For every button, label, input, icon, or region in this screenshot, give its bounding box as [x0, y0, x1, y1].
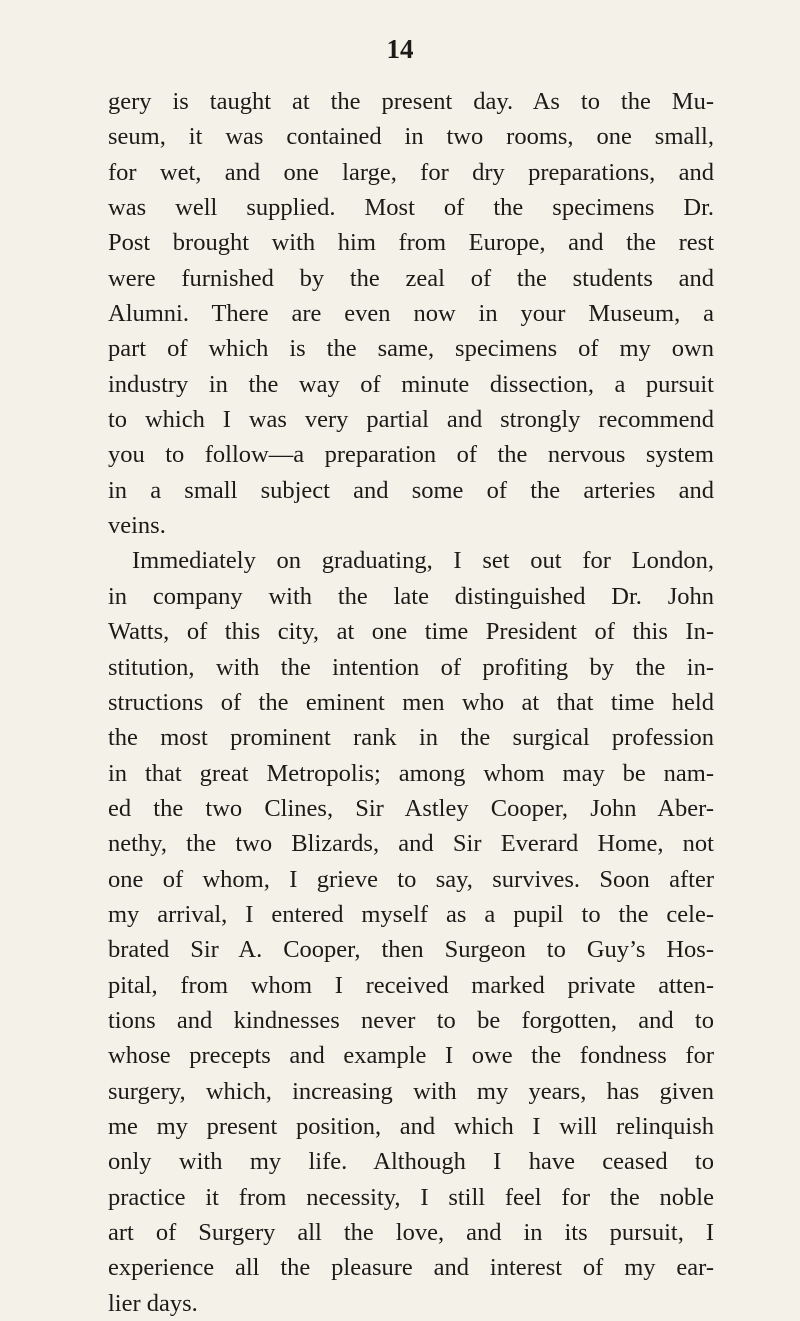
text-line: Immediately on graduating, I set out for London, — [132, 547, 714, 575]
page-number: 14 — [386, 34, 414, 64]
text-line: for wet, and one large, for dry preparations, and — [108, 158, 714, 186]
text-line: you to follow—a preparation of the nervous system — [108, 441, 714, 469]
text-line: veins. — [108, 512, 166, 540]
text-line: experience all the pleasure and interest of my ear- — [108, 1254, 714, 1282]
text-line: art of Surgery all the love, and in its pursuit, I — [108, 1219, 714, 1246]
text-line: the most prominent rank in the surgical profession — [108, 724, 714, 752]
text-line: stitution, with the intention of profiting by the in- — [108, 653, 714, 681]
body-text — [108, 84, 714, 1321]
text-line: practice it from necessity, I still feel for the noble — [108, 1183, 714, 1211]
text-line: me my present position, and which I will relinquish — [108, 1112, 714, 1140]
text-line: brated Sir A. Cooper, then Surgeon to Guy’s Hos- — [108, 936, 714, 964]
text-line: tions and kindnesses never to be forgotten, and to — [108, 1006, 714, 1034]
text-line: industry in the way of minute dissection, a pursuit — [108, 370, 714, 398]
text-line: only with my life. Although I have ceased to — [108, 1148, 714, 1176]
text-line: one of whom, I grieve to say, survives. Soon after — [108, 865, 714, 893]
text-line: lier days. — [108, 1289, 198, 1317]
text-line: to which I was very partial and strongly recommend — [108, 406, 714, 434]
text-line: structions of the eminent men who at that time held — [108, 688, 714, 716]
text-line: in company with the late distinguished Dr. John — [108, 582, 714, 610]
text-line: Alumni. There are even now in your Museum, a — [108, 300, 714, 328]
text-line: nethy, the two Blizards, and Sir Everard Home, not — [108, 830, 714, 858]
text-line: ed the two Clines, Sir Astley Cooper, John Aber- — [108, 794, 714, 822]
text-line: in a small subject and some of the arteries and — [108, 476, 714, 504]
text-line: was well supplied. Most of the specimens Dr. — [108, 194, 714, 222]
text-line: whose precepts and example I owe the fondness for — [108, 1042, 714, 1070]
text-line: gery is taught at the present day. As to the Mu- — [108, 88, 714, 115]
text-line: Watts, of this city, at one time President of this In- — [108, 618, 714, 646]
text-line: Post brought with him from Europe, and the rest — [108, 229, 714, 257]
text-line: seum, it was contained in two rooms, one small, — [108, 123, 714, 151]
text-line: in that great Metropolis; among whom may be nam- — [108, 759, 714, 787]
text-line: pital, from whom I received marked private atten- — [108, 971, 714, 999]
text-line: my arrival, I entered myself as a pupil to the cele- — [108, 900, 714, 928]
text-line: surgery, which, increasing with my years, has given — [108, 1077, 714, 1105]
text-line: part of which is the same, specimens of my own — [108, 335, 714, 363]
text-line: were furnished by the zeal of the students and — [108, 264, 714, 292]
